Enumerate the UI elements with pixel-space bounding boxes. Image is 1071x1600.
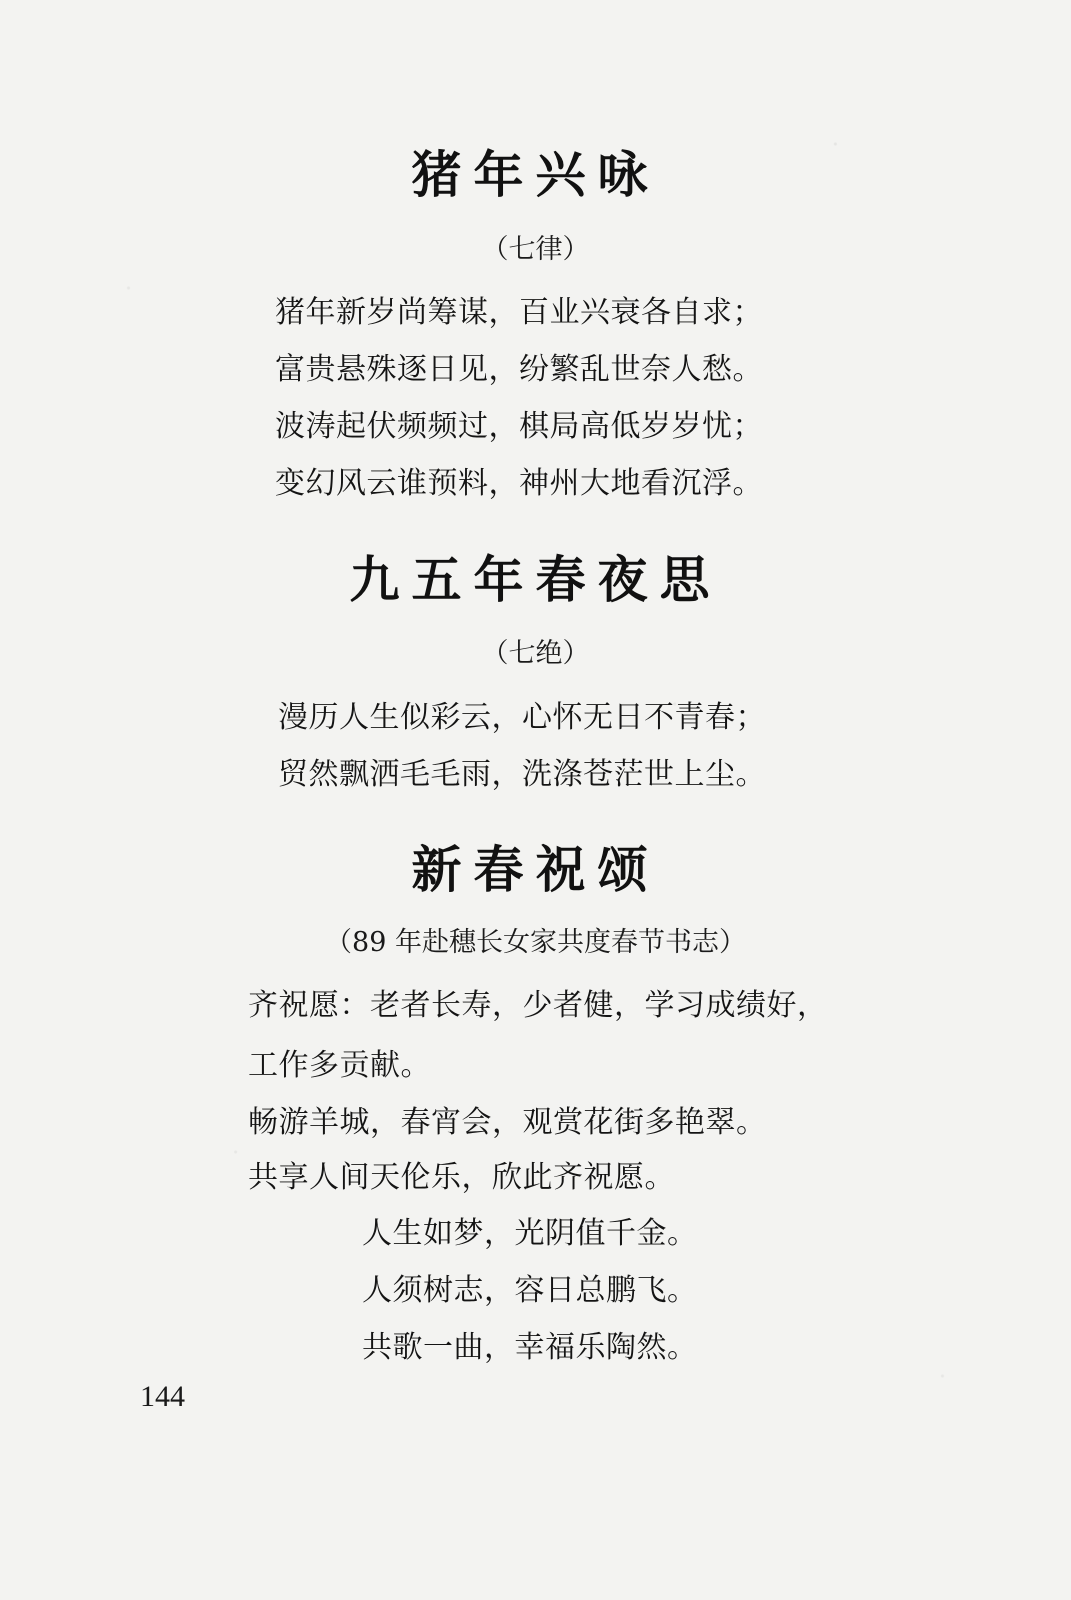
poem-line: 人生如梦，光阴值千金。 xyxy=(362,1216,698,1251)
poem-subtitle: （七绝） xyxy=(481,638,590,669)
poem-line: 变幻风云谁预料，神州大地看沉浮。 xyxy=(275,466,763,501)
poem-line: 富贵悬殊逐日见，纷繁乱世奈人愁。 xyxy=(275,352,763,387)
page-number: 144 xyxy=(140,1380,185,1413)
poem-line: 齐祝愿：老者长寿，少者健，学习成绩好， xyxy=(248,988,828,1023)
poem-title: 新春祝颂 xyxy=(411,840,660,899)
poem-line: 猪年新岁尚筹谋，百业兴衰各自求； xyxy=(275,295,763,330)
poem-line: 共歌一曲，幸福乐陶然。 xyxy=(362,1330,698,1365)
poem-line: 漫历人生似彩云，心怀无日不青春； xyxy=(278,700,766,735)
poem-subtitle: （七律） xyxy=(481,234,590,265)
poem-line: 畅游羊城，春宵会，观赏花街多艳翠。 xyxy=(248,1105,767,1140)
poem-title: 猪年兴咏 xyxy=(411,145,660,204)
poem-line: 贸然飘洒毛毛雨，洗涤苍茫世上尘。 xyxy=(278,757,766,792)
poem-line: 工作多贡献。 xyxy=(248,1048,431,1083)
poem-line: 波涛起伏频频过，棋局高低岁岁忧； xyxy=(275,409,763,444)
poem-subtitle: （89 年赴穗长女家共度春节书志） xyxy=(325,927,746,958)
poem-line: 共享人间天伦乐，欣此齐祝愿。 xyxy=(248,1160,675,1195)
poem-title: 九五年春夜思 xyxy=(349,550,722,609)
poem-line: 人须树志，容日总鹏飞。 xyxy=(362,1273,698,1308)
